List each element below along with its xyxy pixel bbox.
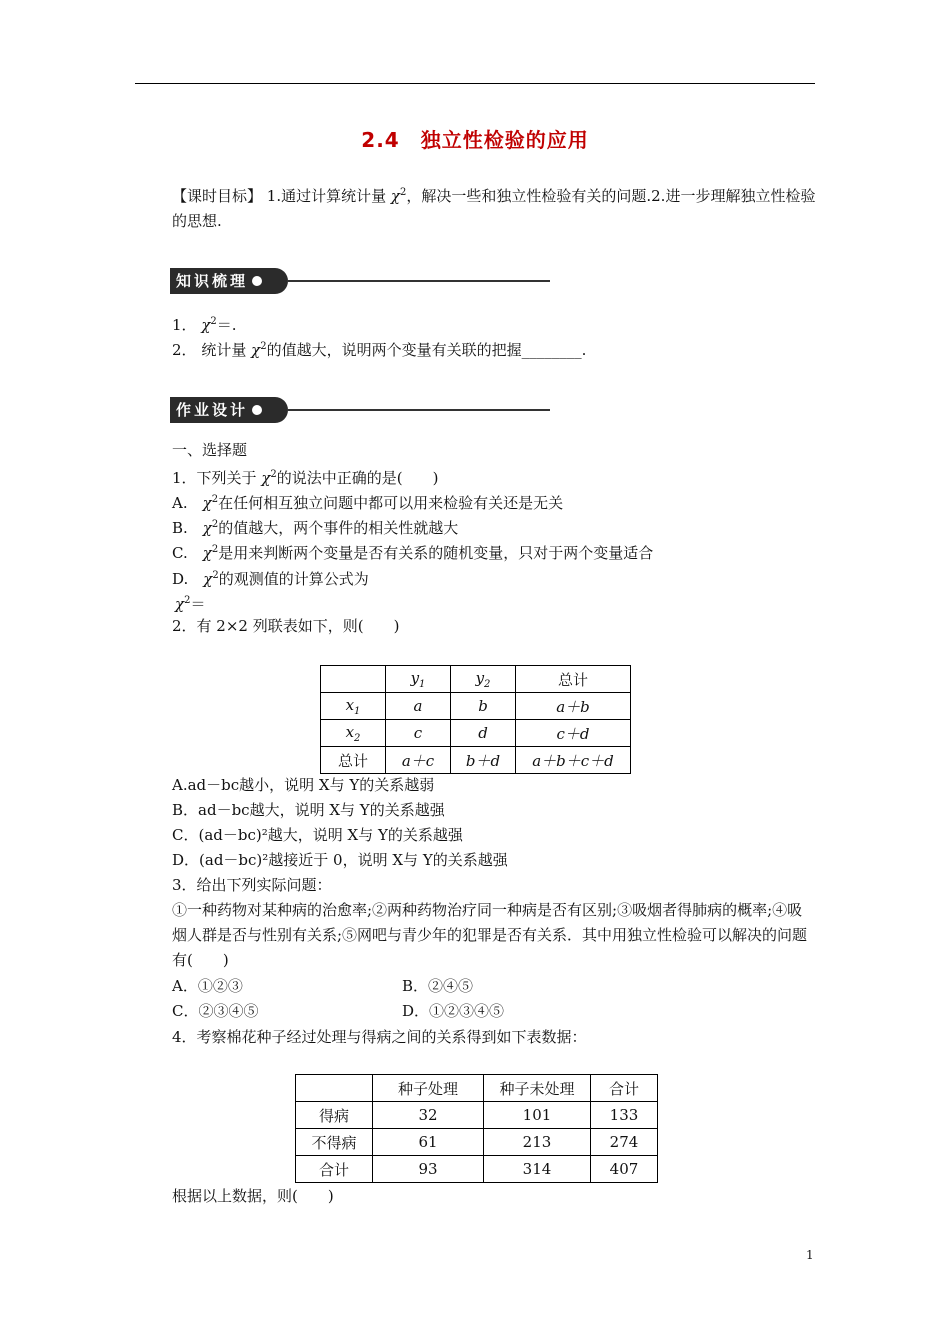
- question-3-body: ①一种药物对某种病的治愈率;②两种药物治疗同一种病是否有区别;③吸烟者得肺病的概率;④吸烟人群是否与性别有关系;⑤网吧与青少年的犯罪是否有关系．其中用独立性检验可以解决的问题有( ): [172, 901, 808, 969]
- top-rule: [135, 83, 815, 84]
- bullet-dot-icon: [252, 405, 262, 415]
- objective-text-1: 1.通过计算统计量: [266, 187, 387, 205]
- objective-text-2: ，解决一些和独立性检验有关的问题.2.进一步理解独立性检验的思想.: [172, 187, 816, 230]
- option-text: 的值越大，两个事件的相关性就越大: [218, 519, 459, 537]
- table-cell: [296, 1075, 373, 1102]
- page-title: 2.4 独立性检验的应用: [361, 128, 589, 152]
- chi-symbol: χ: [202, 519, 212, 537]
- table-cell: 314: [484, 1156, 591, 1183]
- item-text: 的值越大，说明两个变量有关联的把握________.: [266, 341, 587, 359]
- table-cell: 种子未处理: [484, 1075, 591, 1102]
- q3-option-c: C．②③④⑤: [172, 1002, 259, 1020]
- table-cell: a＋b: [516, 693, 631, 720]
- table-cell: c＋d: [516, 720, 631, 747]
- table-cell: 213: [484, 1129, 591, 1156]
- q1-stem-b: 的说法中正确的是( ): [276, 469, 439, 487]
- page-number: 1: [806, 1248, 814, 1262]
- item-number: 1．: [172, 316, 197, 334]
- q2-option-d: D．(ad－bc)²越接近于 0，说明 X与 Y的关系越强: [172, 851, 508, 869]
- formula-text: ＝: [190, 595, 206, 613]
- table-cell: b: [451, 693, 516, 720]
- bullet-dot-icon: [252, 276, 262, 286]
- table-cell: $y_2$: [451, 666, 516, 693]
- item-text: ＝.: [216, 316, 237, 334]
- item-number: 2．: [172, 341, 197, 359]
- table-cell: d: [451, 720, 516, 747]
- q1-option-d: D. $\chi^2$的观测值的计算公式为: [172, 570, 369, 588]
- contingency-table-2x2: [320, 665, 631, 774]
- knowledge-label: 知识梳理: [176, 272, 249, 290]
- q2-option-a: A.ad－bc越小，说明 X与 Y的关系越弱: [172, 776, 435, 794]
- table-cell: 407: [591, 1156, 658, 1183]
- table-cell: 得病: [296, 1102, 373, 1129]
- q3-option-a: A．①②③: [172, 977, 243, 995]
- question-1-stem: 1．下列关于 $\chi^2$的说法中正确的是( ): [172, 469, 439, 487]
- table-cell: b＋d: [451, 747, 516, 774]
- table-cell: 61: [373, 1129, 484, 1156]
- chi-symbol: χ: [202, 544, 212, 562]
- q1-stem-a: 1．下列关于: [172, 469, 257, 487]
- table-cell: a＋b＋c＋d: [516, 747, 631, 774]
- table-cell: $x_2$: [321, 720, 386, 747]
- table-cell: c: [386, 720, 451, 747]
- table-cell: 不得病: [296, 1129, 373, 1156]
- table-cell: $x_1$: [321, 693, 386, 720]
- chi-symbol: χ: [390, 187, 400, 205]
- table-cell: $y_1$: [386, 666, 451, 693]
- table-cell: 133: [591, 1102, 658, 1129]
- option-text: 在任何相互独立问题中都可以用来检验有关还是无关: [218, 494, 564, 512]
- question-4-stem: 4．考察棉花种子经过处理与得病之间的关系得到如下表数据：: [172, 1028, 587, 1046]
- option-text: 的观测值的计算公式为: [218, 570, 369, 588]
- table-cell: 种子处理: [373, 1075, 484, 1102]
- q4-tail: 根据以上数据，则( ): [172, 1187, 334, 1205]
- q1-formula: $\chi^2=$: [175, 595, 206, 613]
- banner-rule: [288, 280, 550, 282]
- lesson-objective: 【课时目标】 1.通过计算统计量 $\chi^2$，解决一些和独立性检验有关的问题.2.进一步理解独立性检验的思想.: [172, 187, 816, 230]
- table-cell: [321, 666, 386, 693]
- table-cell: 总计: [321, 747, 386, 774]
- objective-label: 【课时目标】: [172, 187, 263, 205]
- chi-symbol: χ: [202, 494, 212, 512]
- table-cell: 总计: [516, 666, 631, 693]
- table-cell: a＋c: [386, 747, 451, 774]
- table-cell: a: [386, 693, 451, 720]
- q1-option-c: C. $\chi^2$是用来判断两个变量是否有关系的随机变量，只对于两个变量适合: [172, 544, 654, 562]
- q2-option-c: C．(ad－bc)²越大，说明 X与 Y的关系越强: [172, 826, 463, 844]
- homework-label: 作业设计: [176, 401, 249, 419]
- table-cell: 合计: [296, 1156, 373, 1183]
- q3-option-b: B．②④⑤: [402, 977, 474, 995]
- banner-rule: [288, 409, 550, 411]
- q2-option-b: B．ad－bc越大，说明 X与 Y的关系越强: [172, 801, 445, 819]
- chi-symbol: χ: [251, 341, 261, 359]
- table-cell: 101: [484, 1102, 591, 1129]
- table-cell: 93: [373, 1156, 484, 1183]
- table-cell: 合计: [591, 1075, 658, 1102]
- table-cell: 274: [591, 1129, 658, 1156]
- question-3-stem: 3．给出下列实际问题：: [172, 876, 332, 894]
- chi-symbol: χ: [201, 316, 211, 334]
- knowledge-item-2: 2． 统计量 $\chi^2$的值越大，说明两个变量有关联的把握________.: [172, 341, 587, 359]
- knowledge-item-1: 1． $\chi^2=$.: [172, 316, 237, 334]
- q1-option-a: A. $\chi^2$在任何相互独立问题中都可以用来检验有关还是无关: [172, 494, 564, 512]
- q3-option-d: D．①②③④⑤: [402, 1002, 505, 1020]
- q1-option-b: B. $\chi^2$的值越大，两个事件的相关性就越大: [172, 519, 459, 537]
- seed-treatment-table: [295, 1074, 658, 1183]
- chi-symbol: χ: [175, 595, 185, 613]
- item-text: 统计量: [201, 341, 247, 359]
- option-text: 是用来判断两个变量是否有关系的随机变量，只对于两个变量适合: [218, 544, 654, 562]
- question-2-stem: 2．有 2×2 列联表如下，则( ): [172, 617, 400, 635]
- part-heading: 一、选择题: [172, 441, 248, 459]
- chi-symbol: χ: [261, 469, 271, 487]
- chi-symbol: χ: [203, 570, 213, 588]
- table-cell: 32: [373, 1102, 484, 1129]
